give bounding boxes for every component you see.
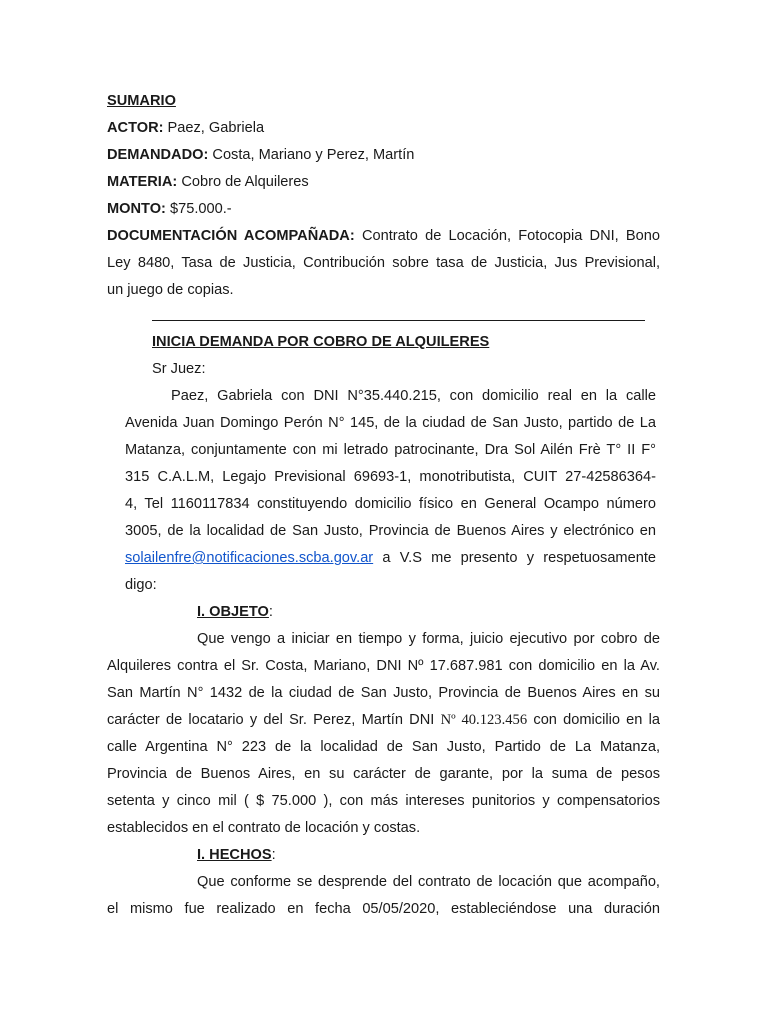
- objeto-line-3: San Martín N° 1432 de la ciudad de San Justo, Provincia de Buenos Aires en su: [107, 685, 660, 701]
- hechos-heading: I. HECHOS: [197, 847, 272, 863]
- intro-line-4: 315 C.A.L.M, Legajo Previsional 69693-1, monotributista, CUIT 27-42586364-: [125, 469, 656, 485]
- objeto-colon: :: [268, 604, 273, 620]
- documentacion-row: [107, 227, 660, 245]
- intro-line-5: 4, Tel 1160117834 constituyendo domicilio físico en General Ocampo número: [125, 496, 656, 512]
- intro-line-7: [125, 549, 656, 567]
- objeto-heading-row: [197, 603, 273, 621]
- actor-row: [107, 119, 264, 137]
- intro-line-8: digo:: [125, 577, 157, 593]
- email-link[interactable]: solailenfre@notificaciones.scba.gov.ar: [125, 550, 374, 566]
- sumario-title: SUMARIO: [107, 93, 176, 109]
- objeto-line-2: Alquileres contra el Sr. Costa, Mariano, DNI Nº 17.687.981 con domicilio en la Av.: [107, 658, 660, 674]
- objeto-heading: I. OBJETO: [197, 604, 269, 620]
- objeto-line-4a: carácter de locatario y del Sr. Perez, Martín DNI: [107, 712, 435, 728]
- monto-row: [107, 200, 232, 218]
- hechos-line-2: el mismo fue realizado en fecha 05/05/2020, estableciéndose una duración: [107, 901, 660, 917]
- materia-label: MATERIA:: [107, 174, 178, 190]
- objeto-line-6: Provincia de Buenos Aires, en su carácter de garante, por la suma de pesos: [107, 766, 660, 782]
- objeto-line-1: Que vengo a iniciar en tiempo y forma, juicio ejecutivo por cobro de: [197, 631, 660, 647]
- intro-line-7-rest: a V.S me presento y respetuosamente: [382, 550, 656, 566]
- actor-value: Paez, Gabriela: [167, 120, 265, 136]
- intro-line-3: Matanza, conjuntamente con mi letrado patrocinante, Dra Sol Ailén Frè T° II F°: [125, 442, 656, 458]
- documentacion-value-1: Contrato de Locación, Fotocopia DNI, Bono: [361, 228, 661, 244]
- materia-value: Cobro de Alquileres: [181, 174, 309, 190]
- objeto-line-5: calle Argentina N° 223 de la localidad de San Justo, Partido de La Matanza,: [107, 739, 660, 755]
- objeto-line-8: establecidos en el contrato de locación y costas.: [107, 820, 421, 836]
- salutation: Sr Juez:: [152, 361, 206, 377]
- demandado-label: DEMANDADO:: [107, 147, 209, 163]
- monto-value: $75.000.-: [169, 201, 232, 217]
- documentacion-value-3: un juego de copias.: [107, 282, 234, 298]
- monto-label: MONTO:: [107, 201, 166, 217]
- documentacion-label: DOCUMENTACIÓN ACOMPAÑADA:: [107, 228, 355, 244]
- hechos-heading-row: [197, 846, 276, 864]
- hechos-line-1: Que conforme se desprende del contrato de locación que acompaño,: [197, 874, 660, 890]
- objeto-line-7: setenta y cinco mil ( $ 75.000 ), con más intereses punitorios y compensatorios: [107, 793, 660, 809]
- objeto-line-4c: con domicilio en la: [533, 712, 660, 728]
- intro-line-6: 3005, de la localidad de San Justo, Provincia de Buenos Aires y electrónico en: [125, 523, 656, 539]
- materia-row: [107, 173, 309, 191]
- hechos-colon: :: [271, 847, 276, 863]
- intro-line-1: Paez, Gabriela con DNI N°35.440.215, con domicilio real en la calle: [171, 388, 656, 404]
- demanda-title: INICIA DEMANDA POR COBRO DE ALQUILERES: [152, 334, 490, 350]
- separator-rule: [152, 320, 645, 321]
- demandado-row: [107, 146, 414, 164]
- objeto-line-4: [107, 711, 660, 729]
- intro-line-2: Avenida Juan Domingo Perón N° 145, de la ciudad de San Justo, partido de La: [125, 415, 656, 431]
- actor-label: ACTOR:: [107, 120, 164, 136]
- demandado-value: Costa, Mariano y Perez, Martín: [212, 147, 415, 163]
- objeto-line-4b: Nº 40.123.456: [440, 712, 528, 728]
- documentacion-value-2: Ley 8480, Tasa de Justicia, Contribución sobre tasa de Justicia, Jus Previsional,: [107, 255, 660, 271]
